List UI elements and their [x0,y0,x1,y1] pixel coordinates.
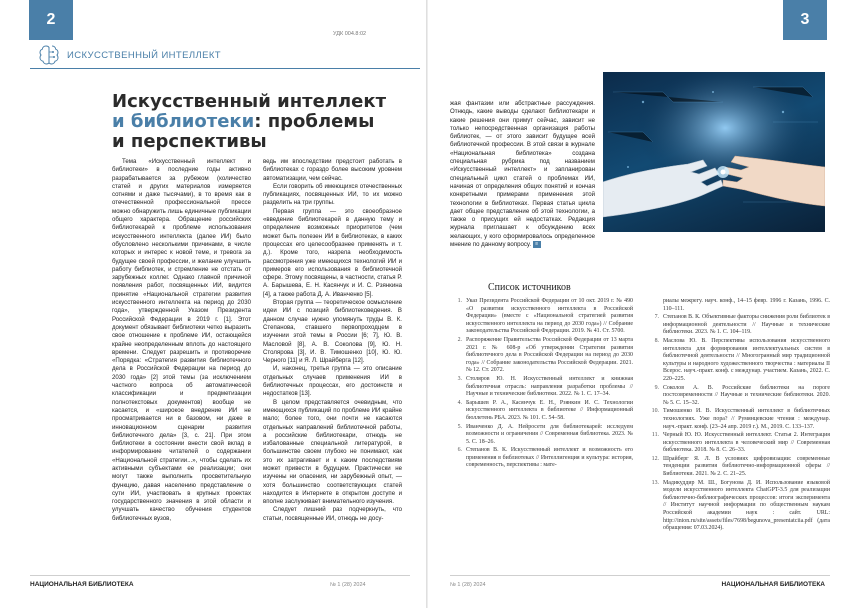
reference-item: 3. Столяров Ю. Н. Искусственный интеллект и книжная библиотечная отрасль: направления разработки проблемы // Научные и технические библиотеки. 2022. № 1. С. 17–34. [457,375,633,398]
section-title: ИСКУССТВЕННЫЙ ИНТЕЛЛЕКТ [67,49,222,61]
brain-icon [37,43,61,67]
reference-item: 8. Маслова Ю. В. Перспективы использования искусственного интеллекта для формирования интеллектуальных систем в библиотечной деятельности // Многогранный мир традиционной культуры и народного художественного творчества : материалы II Всерос. науч.-практ. конф. с междунар. участием. Казань, 2022. С. 220–225. [654,337,830,382]
article-columns [112,158,402,523]
footer-magazine-name: НАЦИОНАЛЬНАЯ БИБЛИОТЕКА [30,581,134,588]
footer-issue: № 1 (28) 2024 [450,582,486,588]
document-icon: ≡ [533,241,541,248]
title-part-3: : проблемы [254,111,375,132]
page-number-right: 3 [783,0,827,40]
continued-text-column [450,100,595,249]
reference-item: 10. Тимошенко И. В. Искусственный интеллект в библиотечных технологиях. Уже пора? // Румянцевские чтения : междунар. науч.-практ. конф. (23–24 апр. 2019 г.). М., 2019. С. 133–137. [651,408,830,430]
reference-item: 12. Шрайберг Я. Л. В условиях цифровизации: современные тенденции развития библиотечно-информационной сферы // Библиотеки. 2021. № 2. С. 21–25. [651,455,830,478]
paragraph: Если говорить об имеющихся отечественных публикациях, посвященных ИИ, то их можно разделить на три группы. [263,182,402,207]
article-title [112,92,402,152]
title-part-1: Искусственный интеллект [112,91,386,112]
udk-code: УДК 004.8:02 [333,31,367,37]
reference-item: риалы межрегу. науч. конф., 14–15 февр. 1996 г. Казань, 1996. С. 110–111. [663,298,830,312]
references-column-1 [450,298,633,534]
reference-item: 4. Барышев Р. А., Касянчук Е. Н., Рзянкин И. С. Технологии искусственного интеллекта в библиотеке // Информационный бюллетень РБА. 2023. № 101. С. 54–58. [457,399,633,421]
article-column-1 [112,158,251,523]
paragraph: В целом представляется очевидным, что имеющихся публикаций по проблеме ИИ крайне мало; более того, они почти не касаются отдельных направлений библиотечной работы, а российские библиотекари, отнюдь не избалованные специальной литературой, в большинстве своем глубоко не понимают, как это их затрагивает и к каким последствиям может привести в будущем. Практически не изучены ни опасения, ни зарубежный опыт, — хотя большинство соответствующих статей находится в Интернете в открытом доступе и вполне заслуживает внимательного изучения. [263,398,402,506]
section-header [37,43,221,67]
references-title: Список источников [488,282,571,293]
reference-item: 13. Мадикуддир М. Ш., Богунова Д. И. Использование языковой модели искусственного интеллекта ChatGPT-3.5 для реализации библиотечно-библиографических процессов: итоги эксперимента // Институт научной информации по общественным наукам Российской академии наук : сайт. URL: http://inion.ru/site/assets/files/7698/begunova_presentatciia.pdf (дата обращения: 07.03.2024). [651,479,830,532]
header-rule [30,68,420,69]
page-number-left: 2 [29,0,73,40]
title-part-4: и перспективы [112,131,267,152]
paragraph: ведь им впоследствии предстоит работать в библиотеках с гораздо более высоким уровнем автоматизации, чем сейчас. [263,158,402,182]
paragraph: Вторая группа — теоретическое осмысление идеи ИИ с позиций библиотековедения. В данном случае нужно упомянуть труды В. К. Степанова, ставшего первопроходцем в изучении этой темы в России [6; 7], Ю. В. Масловой [8], А. В. Соколова [9], Ю. Н. Столярова [3], И. В. Тимошенко [10], Ю. Ю. Черного [11] и Я. Л. Шрайберга [12]. [263,299,402,365]
references-column-2 [647,298,830,534]
robot-hand-photo [603,72,825,232]
footer-issue: № 1 (28) 2024 [330,582,366,588]
reference-item: 7. Степанов В. К. Объективные факторы снижения роли библиотек в информационной деятельности // Научные и технические библиотеки. 2023. № 1. С. 104–119. [654,314,830,336]
article-column-2 [263,158,402,523]
paragraph: Тема «Искусственный интеллект и библиотеки» в последние годы активно разрабатывается за рубежом (количество статей и других материалов измеряется сотнями и даже тысячами), в то время как в отечественной профессиональной прессе можно обнаружить лишь единичные публикации общего характера. Обращение российских библиотекарей к проблеме использования искусственного интеллекта (далее ИИ) было обусловлено несколькими причинами, в числе которых и интерес к новой теме, и тревога за будущее своей профессии, и желание улучшить работу библиотек, и стремление не отстать от зарубежных коллег. Однако главной причиной появления работ, посвященных ИИ, видится принятие «Национальной стратегии развития искусственного интеллекта на период до 2030 года», утвержденной Указом Президента Российской Федерации в 2019 г. [1]. Этот документ обязывает библиотеки четко выразить свое отношение к проблеме ИИ, остающейся крайне неопределенным вплоть до настоящего времени. Следует разрешить и противоречие «Порядка: «Стратегия развития библиотечного дела в Российской Федерации на период до 2030 года» [2] этой темы (за исключением частного вопроса об автоматической классификации и предметизации полнотекстовых документов) вообще не касается, и «широкое внедрение ИИ не просматривается ни в базовом, ни даже в инновационном сценарии развития библиотечного дела» [3, с. 21]. При этом библиотеки в состоянии внести свой вклад в информирование читателей о содержании «Национальной стратегии...», чтобы сделать их активными субъектами ее реализации; они могут также выполнить просветительную функцию, давая населению представление о сути ИИ, участвовать в крупных проектах государственного значения в этой области и улучшать качество обучения студентов библиотечных вузов, [112,158,251,522]
reference-item: 11. Черный Ю. Ю. Искусственный интеллект. Статья 2. Интеграция искусственного интеллекта в человеческий мир // Современная библиотека. 2018. № 8. С. 26–33. [651,432,830,454]
left-page [0,0,427,608]
footer-magazine-name: НАЦИОНАЛЬНАЯ БИБЛИОТЕКА [721,581,825,588]
title-part-2: и библиотеки [112,111,255,132]
reference-item: 1. Указ Президента Российской Федерации от 10 окт. 2019 г. № 490 «О развитии искусственного интеллекта в Российской Федерации» (вместе с «Национальной стратегией развития искусственного интеллекта на период до 2030 года») // Собрание законодательства Российской Федерации. 2019. № 41. Ст. 5700. [457,298,633,335]
footer-rule [450,575,830,576]
footer-rule [30,575,410,576]
paragraph: Следует лишний раз подчеркнуть, что статьи, посвященные ИИ, отнюдь не досу- [263,506,402,522]
robot-hand-image [603,72,825,232]
reference-item: 6. Степанов В. К. Искусственный интеллект и возможность его применения в библиотеках // Интеллигенция и культура: история, современность, перспективы : мате- [457,447,633,469]
reference-item: 9. Соколов А. В. Российские библиотеки на пороге постсовременности // Научные и технические библиотеки. 2020. № 5. С. 15–32. [654,384,830,406]
references-list [450,298,830,534]
paragraph: жая фантазии или абстрактные рассуждения. Отнюдь, какие выводы сделают библиотекари и какие решения они примут сейчас, зависит не только непосредственная организация работы библиотек, — от этого зависит будущее всей библиотечной профессии. В этой связи в журнале «Национальная библиотека» создана специальная рубрика под названием «Искусственный интеллект» и запланирован специальный цикл статей о проблемах ИИ, начиная от определения общих понятий и кончая конкретными примерами применения этой технологии в библиотеках. Первая статья цикла дает общее представление об этой технологии, а также о присущих ей недостатках. Редакция журнала приглашает к обсуждению всех желающих, у кого сформировалось определенное мнение по данному вопросу. ≡ [450,100,595,249]
paragraph: И, наконец, третья группа — это описание отдельных случаев применения ИИ в библиотечных процессах, его достоинств и недостатков [13]. [263,365,402,398]
reference-item: 2. Распоряжение Правительства Российской Федерации от 13 марта 2021 г. № 608-р «Об утверждении Стратегии развития библиотечного дела в Российской Федерации на период до 2030 года» // Собрание законодательства Российской Федерации. 2021. № 12. Ст. 2072. [457,336,633,374]
paragraph: Первая группа — это своеобразное «введение библиотекарей в данную тему и определение возможных приоритетов (чем может быть полезен ИИ в библиотеках, в каких процессах его целесообразнее применять и т. д.). Кроме того, назрела необходимость рассмотрения уже имеющихся технологий ИИ и примеров его использования в библиотечной сфере. Этому посвящены, в частности, статья Р. А. Барышева, Е. Н. Касянчук и И. С. Рзянкина [4], а также работа Д. А. Иванченко [5]. [263,207,402,298]
reference-item: 5. Иванченко Д. А. Нейросети для библиотекарей: исследуем возможности и ограничения // Современная библиотека. 2023. № 5. С. 18–26. [457,423,633,445]
right-page [428,0,855,608]
